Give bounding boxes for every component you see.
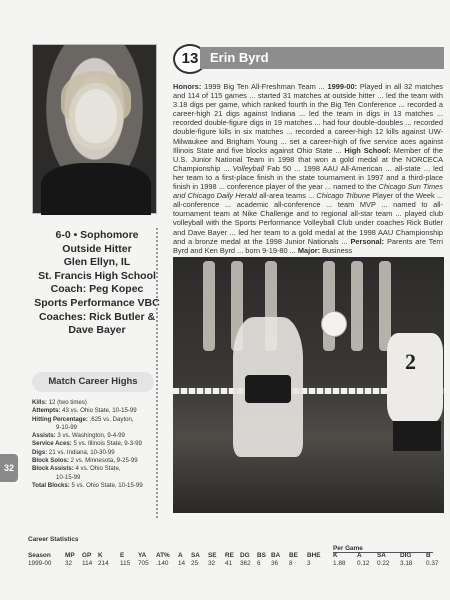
career-high-item [32,449,154,457]
per-game-header: Per Game [333,545,433,553]
player-info-line: Coach: Peg Kopec [50,283,144,296]
dotted-divider [156,228,158,518]
bio-segment: Member of the U.S. Junior National Team in 1998 that won a gold medal at the NORCECA Championship ... [173,145,443,173]
career-high-value: 5 vs. Ohio State, 10-15-99 [69,481,143,489]
player-info-block [22,229,172,338]
teammate-figure [387,333,443,423]
career-high-value: 5 vs. Illinois State, 9-3-99 [71,440,142,448]
bio-segment: Fab 50 ... 1998 AAU All-American ... all-state ... led her team to a first-place finish in the state tournament in 1997 and a third-place finish in 1998 ... conference player of the year ... named to the [173,163,444,192]
player-info-line: Dave Bayer [68,324,126,337]
bio-segment: Business [320,245,353,255]
stats-column-header: AT% [156,552,170,559]
stats-cell: 0.37 [426,560,439,567]
stats-column-header: GP [82,552,92,559]
stats-column-header: DG [240,552,250,559]
player-portrait-photo [32,44,157,214]
player-info-line: Glen Ellyn, IL [63,256,131,269]
career-high-value-continued: 10-15-99 [56,473,81,481]
teammate-shorts [393,421,441,451]
stats-cell: 32 [208,560,216,567]
career-statistics-title: Career Statistics [28,536,79,543]
portrait-face [69,83,123,149]
career-high-label: Block Solos: [32,457,69,465]
player-info-line: Sports Performance VBC [34,296,160,309]
stats-column-header: Season [28,552,51,559]
career-high-item [32,416,154,424]
bio-segment: Played in all 32 matches and 114 of 115 games ... started 31 matches at outside hitter ... led the team with 3.18 digs per game, which ranked fourth in the Big Ten Conference ... recorded a career-high 21 digs against Indiana ... led the team in digs in 13 matches ... recorded double-figure digs in 19 matches ... had four double-doubles ... recorded double-figure kills in six matches ... recorded a career-high 12 kills against UW-Milwaukee and Brigham Young ... set a career-high of five service aces against Illinois State and five blocks against Ohio State ... [173,82,443,155]
career-high-value: .625 vs. Dayton, [87,415,134,423]
career-high-label: Assists: [32,432,56,440]
career-high-value: 12 (two times) [46,399,87,406]
stats-column-header: BA [271,552,281,559]
bio-segment: 1999-00: [327,82,358,91]
stats-cell: 115 [120,560,131,567]
stats-column-header: BHE [307,552,321,559]
career-high-value: 4 vs. Ohio State, [73,465,121,473]
player-info-line: St. Francis High School [38,269,156,282]
stats-column-header: YA [138,552,147,559]
bio-segment: Parents are Terri Byrd and Ken Byrd ... born 9-19-80 ... [173,236,443,255]
stats-cell: 41 [225,560,233,567]
stats-column-header: K [98,552,103,559]
career-high-item [32,440,154,448]
stats-cell: .140 [156,560,169,567]
stats-column-header: RE [225,552,234,559]
stats-column-header: A [357,552,362,559]
background-player-leg [323,261,335,351]
career-high-item [32,432,154,440]
jersey-number-badge: 13 [173,44,207,74]
teammate-jersey-number: 2 [405,349,416,374]
player-name: Erin Byrd [210,50,269,65]
career-high-label: Digs: [32,448,48,456]
career-high-item [32,465,154,473]
bio-segment: 1999 Big Ten All-Freshman Team ... [201,82,328,91]
page-number-tab: 32 [0,454,18,482]
career-highs-title: Match Career Highs [32,372,154,392]
career-high-label: Service Aces: [32,440,72,448]
stats-row [28,560,444,568]
player-info-line: Coaches: Rick Butler & [38,310,156,323]
bio-segment: Chicago Tribune [316,191,371,201]
career-high-item [32,399,154,407]
career-high-item [32,457,154,465]
bio-segment: Honors: [173,82,202,91]
stats-cell: 114 [82,560,93,567]
stats-cell: 0.12 [357,560,370,567]
stats-column-header: BE [289,552,298,559]
career-high-value: 3 vs. Washington, 9-4-99 [55,432,125,440]
stats-cell: 36 [271,560,279,567]
stats-cell: 32 [65,560,73,567]
bio-segment: Chicago Sun Times and Chicago Daily Herald [173,182,443,201]
career-high-item [32,482,154,490]
stats-cell: 1.88 [333,560,346,567]
career-high-item [32,407,154,415]
stats-cell: 6 [257,560,261,567]
stats-column-header: K [333,552,338,559]
bio-segment: Player of the Week ... all-conference ... academic all-conference ... team MVP ... named to all-tournament team at Nike Challenge and to regional all-star team ... played club volleyball with the Sports Performance Volleyball Club under coaches Rick Butler and Dave Bayer ... led her team to a gold medal at the 1998 AAU Championship and a bronze medal at the 1998 Junior Nationals ... [173,191,443,246]
player-bio [173,82,443,255]
bio-segment: Personal: [350,236,385,246]
volleyball [321,311,347,337]
stats-cell: 14 [178,560,186,567]
career-high-value: 2 vs. Minnesota, 9-25-99 [68,457,138,465]
player-info-line: 6-0 • Sophomore [55,229,139,241]
career-high-label: Block Assists: [32,465,74,473]
bio-segment: Volleyball [232,163,264,173]
player-shorts [245,375,291,403]
stats-cell: 0.22 [377,560,390,567]
career-statistics [28,536,444,568]
bio-segment: High School: [344,145,391,155]
stats-cell: 362 [240,560,251,567]
stats-cell: 25 [191,560,199,567]
stats-rows [28,560,444,568]
stats-column-header: DIG [400,552,412,559]
stats-column-header: B [426,552,431,559]
bio-segment: Major: [297,245,321,255]
career-highs-box [32,372,154,508]
background-player-leg [203,261,215,351]
player-info-line: Outside Hitter [62,242,132,255]
player-name-bar [200,47,444,69]
stats-cell: 1999-00 [28,560,52,567]
background-player-leg [351,261,363,351]
career-high-value-continued: 9-10-99 [56,423,78,431]
stats-column-header: A [178,552,183,559]
stats-column-header: SA [377,552,386,559]
portrait-shirt [41,163,151,215]
career-highs-list [32,399,154,490]
career-high-label: Kills: [32,399,47,406]
stats-cell: 214 [98,560,109,567]
career-high-label: Hitting Percentage: [32,415,88,423]
stats-column-header: SA [191,552,200,559]
stats-cell: 3 [307,560,311,567]
career-high-value: 21 vs. Indiana, 10-30-99 [47,448,115,456]
action-photo [173,257,444,513]
career-high-label: Total Blocks: [32,481,70,489]
stats-cell: 705 [138,560,149,567]
stats-column-header: MP [65,552,75,559]
stats-header-row [28,552,444,560]
stats-cell: 8 [289,560,293,567]
stats-column-header: SE [208,552,217,559]
stats-column-header: E [120,552,125,559]
stats-cell: 3.18 [400,560,413,567]
stats-column-header: BS [257,552,266,559]
career-high-value: 43 vs. Ohio State, 10-15-99 [60,407,137,415]
bio-segment: all-area teams ... [256,191,317,201]
career-high-label: Attempts: [32,407,61,415]
